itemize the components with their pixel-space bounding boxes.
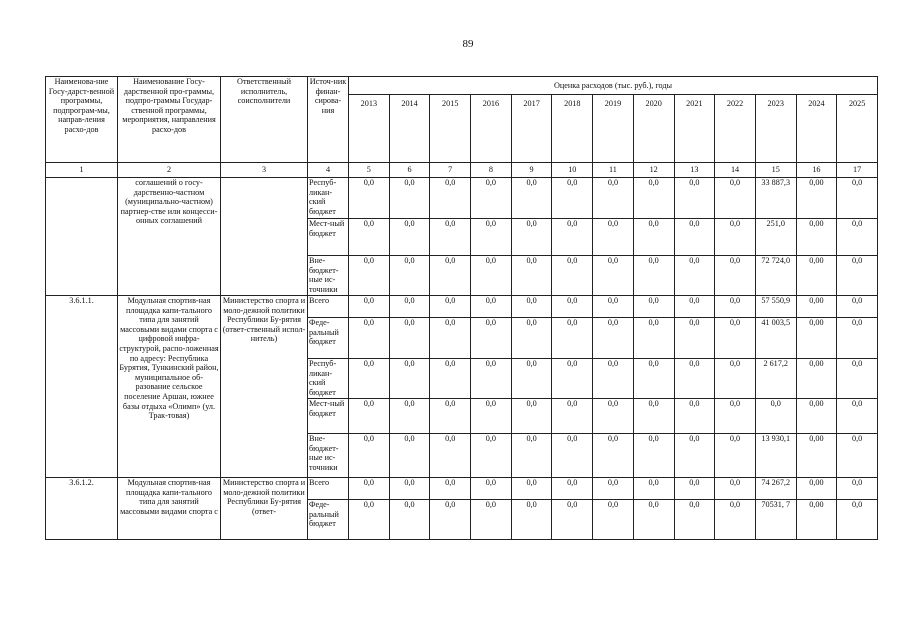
expense-value: 0,0 xyxy=(593,178,634,219)
expense-value: 0,0 xyxy=(715,219,756,256)
expense-value: 0,0 xyxy=(349,399,390,434)
header-year: 2025 xyxy=(837,95,878,163)
expense-value: 0,0 xyxy=(471,296,512,318)
expense-value: 0,0 xyxy=(837,359,878,399)
expense-value: 0,0 xyxy=(552,256,593,296)
expense-value: 57 550,9 xyxy=(755,296,796,318)
expense-value: 33 887,3 xyxy=(755,178,796,219)
expense-value: 0,0 xyxy=(593,318,634,359)
expense-value: 0,0 xyxy=(471,399,512,434)
expense-value: 0,0 xyxy=(593,219,634,256)
expense-value: 0,0 xyxy=(511,318,552,359)
column-number: 5 xyxy=(349,163,390,178)
expense-value: 0,0 xyxy=(471,478,512,500)
expense-value: 0,0 xyxy=(715,296,756,318)
expense-value: 0,0 xyxy=(593,399,634,434)
expense-value: 0,0 xyxy=(633,256,674,296)
expense-value: 0,00 xyxy=(796,478,837,500)
expense-value: 0,0 xyxy=(593,359,634,399)
expense-value: 0,0 xyxy=(715,399,756,434)
expense-value: 0,0 xyxy=(837,478,878,500)
responsible-executor xyxy=(221,178,308,296)
expense-value: 0,0 xyxy=(349,434,390,478)
expense-value: 0,0 xyxy=(511,478,552,500)
expense-value: 0,0 xyxy=(633,500,674,540)
expense-value: 0,0 xyxy=(552,399,593,434)
expense-value: 0,00 xyxy=(796,318,837,359)
column-number: 16 xyxy=(796,163,837,178)
header-year: 2022 xyxy=(715,95,756,163)
expense-value: 0,0 xyxy=(552,219,593,256)
funding-source: Респуб-ликан-ский бюджет xyxy=(308,178,349,219)
funding-source: Вне-бюджет-ные ис-точники xyxy=(308,256,349,296)
expense-value: 0,0 xyxy=(349,359,390,399)
expense-value: 0,0 xyxy=(552,318,593,359)
expense-value: 0,0 xyxy=(593,500,634,540)
expense-value: 0,0 xyxy=(430,318,471,359)
column-number: 2 xyxy=(118,163,221,178)
header-year: 2014 xyxy=(389,95,430,163)
expense-value: 0,0 xyxy=(837,178,878,219)
funding-source: Респуб-ликан-ский бюджет xyxy=(308,359,349,399)
expense-value: 0,0 xyxy=(349,296,390,318)
expense-value: 0,0 xyxy=(593,434,634,478)
expense-value: 0,0 xyxy=(593,296,634,318)
expense-value: 0,0 xyxy=(674,500,715,540)
expense-value: 0,0 xyxy=(674,296,715,318)
header-year: 2017 xyxy=(511,95,552,163)
expense-value: 0,0 xyxy=(389,500,430,540)
expense-value: 0,0 xyxy=(389,359,430,399)
funding-source: Мест-ный бюджет xyxy=(308,219,349,256)
expense-value: 0,0 xyxy=(430,399,471,434)
expense-value: 0,0 xyxy=(471,256,512,296)
column-number: 15 xyxy=(755,163,796,178)
expense-value: 0,0 xyxy=(715,478,756,500)
expense-value: 0,0 xyxy=(552,434,593,478)
expense-value: 0,00 xyxy=(796,296,837,318)
expense-value: 0,0 xyxy=(471,318,512,359)
header-year: 2015 xyxy=(430,95,471,163)
responsible-executor: Министерство спорта и моло-дежной политики Республики Бу-рятия (ответ-ственный испол-нитель) xyxy=(221,296,308,478)
funding-source: Феде-ральный бюджет xyxy=(308,318,349,359)
expense-value: 0,00 xyxy=(796,256,837,296)
funding-source: Феде-ральный бюджет xyxy=(308,500,349,540)
expense-value: 0,0 xyxy=(715,178,756,219)
expense-value: 0,0 xyxy=(471,434,512,478)
expense-value: 0,00 xyxy=(796,434,837,478)
expense-value: 0,00 xyxy=(796,178,837,219)
expense-value: 0,0 xyxy=(389,478,430,500)
header-row xyxy=(46,77,878,95)
expense-value: 0,0 xyxy=(633,219,674,256)
header-col-program: Наименова-ние Госу-дарст-венной программы, подпрограм-мы, направ-ления расхо-дов xyxy=(46,77,118,163)
header-year: 2021 xyxy=(674,95,715,163)
expense-value: 0,0 xyxy=(674,478,715,500)
expense-value: 0,0 xyxy=(511,296,552,318)
column-number: 14 xyxy=(715,163,756,178)
column-number: 12 xyxy=(633,163,674,178)
header-year: 2019 xyxy=(593,95,634,163)
column-number: 8 xyxy=(471,163,512,178)
program-name: соглашений о госу-дарственно-частном (муниципально-частном) партнер-стве или концесси-онных соглашений xyxy=(118,178,221,296)
expense-value: 0,0 xyxy=(633,399,674,434)
expense-value: 0,0 xyxy=(715,434,756,478)
expense-value: 0,0 xyxy=(430,256,471,296)
expense-value: 0,00 xyxy=(796,219,837,256)
expense-value: 0,0 xyxy=(593,256,634,296)
expense-value: 0,0 xyxy=(633,318,674,359)
expense-value: 13 930,1 xyxy=(755,434,796,478)
expense-value: 0,0 xyxy=(349,500,390,540)
expense-value: 0,0 xyxy=(755,399,796,434)
expense-value: 0,0 xyxy=(349,178,390,219)
table-row xyxy=(46,296,878,318)
expense-value: 0,0 xyxy=(471,359,512,399)
header-col-source: Источ-ник финан-сирова-ния xyxy=(308,77,349,163)
header-year: 2016 xyxy=(471,95,512,163)
column-number: 17 xyxy=(837,163,878,178)
expense-value: 0,0 xyxy=(349,256,390,296)
expense-value: 0,0 xyxy=(430,478,471,500)
page-number: 89 xyxy=(462,38,474,50)
funding-source: Вне-бюджет-ные ис-точники xyxy=(308,434,349,478)
expense-value: 251,0 xyxy=(755,219,796,256)
expense-value: 0,0 xyxy=(511,399,552,434)
header-year: 2018 xyxy=(552,95,593,163)
expense-value: 0,0 xyxy=(837,399,878,434)
expense-value: 0,0 xyxy=(593,478,634,500)
expense-value: 0,0 xyxy=(674,399,715,434)
expense-value: 0,0 xyxy=(837,500,878,540)
expense-value: 0,0 xyxy=(837,434,878,478)
expense-value: 0,0 xyxy=(633,434,674,478)
column-number: 11 xyxy=(593,163,634,178)
table-row xyxy=(46,178,878,219)
expense-value: 0,0 xyxy=(674,318,715,359)
expense-value: 0,0 xyxy=(633,359,674,399)
expense-value: 0,0 xyxy=(389,318,430,359)
expense-value: 0,0 xyxy=(674,178,715,219)
funding-source: Мест-ный бюджет xyxy=(308,399,349,434)
expense-value: 0,0 xyxy=(349,219,390,256)
expense-value: 0,0 xyxy=(674,434,715,478)
column-number: 3 xyxy=(221,163,308,178)
expense-value: 0,0 xyxy=(430,219,471,256)
expense-value: 0,0 xyxy=(511,434,552,478)
expense-value: 0,0 xyxy=(389,178,430,219)
expense-value: 0,0 xyxy=(633,478,674,500)
expense-value: 0,0 xyxy=(633,296,674,318)
expense-value: 0,0 xyxy=(837,296,878,318)
expense-value: 0,0 xyxy=(715,500,756,540)
expense-value: 0,0 xyxy=(430,434,471,478)
expense-value: 0,0 xyxy=(511,178,552,219)
header-year: 2020 xyxy=(633,95,674,163)
funding-source: Всего xyxy=(308,478,349,500)
table-row xyxy=(46,478,878,500)
expense-value: 0,0 xyxy=(715,256,756,296)
program-code: 3.6.1.2. xyxy=(46,478,118,540)
expense-value: 0,00 xyxy=(796,359,837,399)
budget-table xyxy=(45,76,878,540)
expense-value: 0,0 xyxy=(633,178,674,219)
column-number: 9 xyxy=(511,163,552,178)
expense-value: 0,00 xyxy=(796,399,837,434)
expense-value: 0,0 xyxy=(430,296,471,318)
expense-value: 0,0 xyxy=(674,256,715,296)
expense-value: 0,0 xyxy=(389,219,430,256)
expense-value: 0,0 xyxy=(674,219,715,256)
expense-value: 0,0 xyxy=(511,359,552,399)
header-estimate: Оценка расходов (тыс. руб.), годы xyxy=(349,77,878,95)
column-numbers-row xyxy=(46,163,878,178)
program-name: Модульная спортив-ная площадка капи-тального типа для занятий массовыми видами спорта с xyxy=(118,478,221,540)
expense-value: 0,0 xyxy=(389,296,430,318)
expense-value: 0,0 xyxy=(389,399,430,434)
expense-value: 0,0 xyxy=(430,500,471,540)
expense-value: 0,0 xyxy=(552,296,593,318)
expense-value: 0,0 xyxy=(837,219,878,256)
expense-value: 0,0 xyxy=(552,500,593,540)
header-year: 2013 xyxy=(349,95,390,163)
expense-value: 0,0 xyxy=(389,434,430,478)
column-number: 6 xyxy=(389,163,430,178)
expense-value: 0,0 xyxy=(552,178,593,219)
expense-value: 0,0 xyxy=(552,478,593,500)
expense-value: 70531, 7 xyxy=(755,500,796,540)
program-name: Модульная спортив-ная площадка капи-тального типа для занятий массовыми видами спорта с цифровой инфра-структурой, распо-ложенная по адресу: Республика Бурятия, Тункинский район, муниципальное об-разование сельское поселение Аршан, южнее базы отдыха «Олимп» (ул. Трак-товая) xyxy=(118,296,221,478)
expense-value: 0,0 xyxy=(471,500,512,540)
expense-value: 0,0 xyxy=(511,256,552,296)
expense-value: 74 267,2 xyxy=(755,478,796,500)
expense-value: 0,0 xyxy=(349,318,390,359)
expense-value: 0,0 xyxy=(837,318,878,359)
column-number: 13 xyxy=(674,163,715,178)
expense-value: 0,0 xyxy=(389,256,430,296)
expense-value: 0,0 xyxy=(471,178,512,219)
expense-value: 0,0 xyxy=(430,178,471,219)
expense-value: 0,0 xyxy=(511,500,552,540)
expense-value: 72 724,0 xyxy=(755,256,796,296)
expense-value: 41 003,5 xyxy=(755,318,796,359)
header-year: 2024 xyxy=(796,95,837,163)
expense-value: 0,0 xyxy=(511,219,552,256)
header-col-name: Наименование Госу-дарственной про-граммы, подпро-граммы Государ-ственной программы, мероприятия, направления расхо-дов xyxy=(118,77,221,163)
header-col-executor: Ответственный исполнитель, соисполнители xyxy=(221,77,308,163)
program-code: 3.6.1.1. xyxy=(46,296,118,478)
column-number: 7 xyxy=(430,163,471,178)
expense-value: 0,0 xyxy=(715,359,756,399)
expense-value: 0,0 xyxy=(674,359,715,399)
expense-value: 0,0 xyxy=(349,478,390,500)
expense-value: 0,00 xyxy=(796,500,837,540)
column-number: 10 xyxy=(552,163,593,178)
header-year: 2023 xyxy=(755,95,796,163)
expense-value: 2 617,2 xyxy=(755,359,796,399)
expense-value: 0,0 xyxy=(715,318,756,359)
responsible-executor: Министерство спорта и моло-дежной политики Республики Бу-рятия (ответ- xyxy=(221,478,308,540)
expense-value: 0,0 xyxy=(837,256,878,296)
column-number: 1 xyxy=(46,163,118,178)
expense-value: 0,0 xyxy=(552,359,593,399)
expense-value: 0,0 xyxy=(430,359,471,399)
program-code xyxy=(46,178,118,296)
column-number: 4 xyxy=(308,163,349,178)
expense-value: 0,0 xyxy=(471,219,512,256)
funding-source: Всего xyxy=(308,296,349,318)
